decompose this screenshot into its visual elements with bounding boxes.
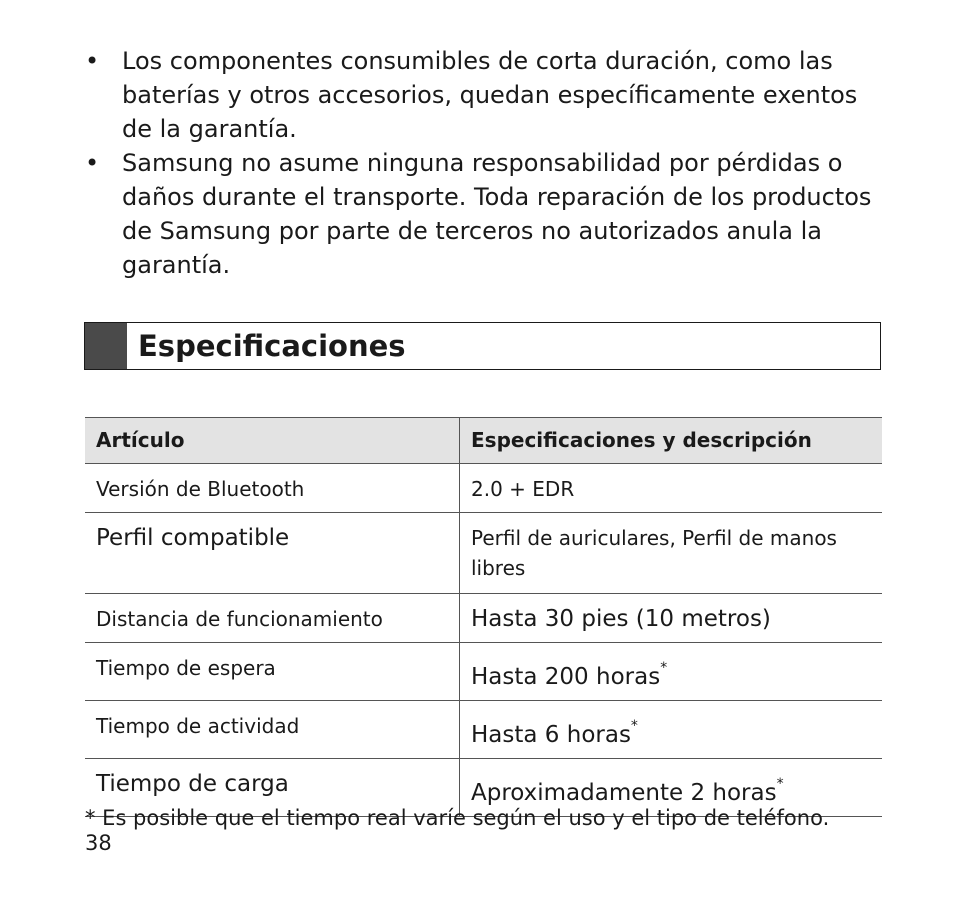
table-row bbox=[85, 464, 882, 513]
row-spec-cell bbox=[460, 701, 883, 759]
bullet-dot: • bbox=[85, 149, 100, 177]
bullet-text: Los componentes consumibles de corta duración, como las baterías y otros accesorios, quedan específicamente exentos de la garantía. bbox=[122, 47, 858, 143]
footnote-marker: * bbox=[630, 718, 638, 734]
page-number: 38 bbox=[85, 831, 112, 855]
bullet-text: Samsung no asume ninguna responsabilidad por pérdidas o daños durante el transporte. Toda reparación de los productos de Samsung por parte de terceros no autorizados anula la garantía. bbox=[122, 149, 872, 279]
row-item: Distancia de funcionamiento bbox=[85, 594, 460, 643]
row-item: Tiempo de carga bbox=[85, 759, 460, 817]
section-title: Especificaciones bbox=[138, 329, 406, 363]
row-item: Versión de Bluetooth bbox=[85, 464, 460, 513]
table-row bbox=[85, 701, 882, 759]
row-spec: Hasta 200 horas bbox=[471, 664, 661, 690]
footnote: * Es posible que el tiempo real varíe según el uso y el tipo de teléfono. bbox=[85, 806, 830, 830]
bullet-item bbox=[85, 146, 885, 282]
row-spec: 2.0 + EDR bbox=[460, 464, 883, 513]
row-spec-cell bbox=[460, 643, 883, 701]
footnote-marker: * bbox=[660, 660, 668, 676]
row-spec: Hasta 6 horas bbox=[471, 722, 631, 748]
row-item: Tiempo de actividad bbox=[85, 701, 460, 759]
row-spec: Perfil de auriculares, Perfil de manos libres bbox=[460, 513, 883, 594]
footnote-marker: * bbox=[776, 776, 784, 792]
bullet-dot: • bbox=[85, 47, 100, 75]
specifications-table bbox=[85, 417, 882, 817]
row-item: Perfil compatible bbox=[85, 513, 460, 594]
table-row bbox=[85, 643, 882, 701]
table-header-row bbox=[85, 418, 882, 464]
row-item: Tiempo de espera bbox=[85, 643, 460, 701]
bullet-list bbox=[85, 44, 885, 282]
column-header-spec: Especificaciones y descripción bbox=[460, 418, 883, 464]
bullet-item bbox=[85, 44, 885, 146]
table-row bbox=[85, 513, 882, 594]
column-header-item: Artículo bbox=[85, 418, 460, 464]
row-spec: Hasta 30 pies (10 metros) bbox=[460, 594, 883, 643]
section-marker bbox=[85, 323, 127, 369]
row-spec: Aproximadamente 2 horas bbox=[471, 780, 777, 806]
section-header bbox=[84, 322, 881, 370]
table-row bbox=[85, 594, 882, 643]
